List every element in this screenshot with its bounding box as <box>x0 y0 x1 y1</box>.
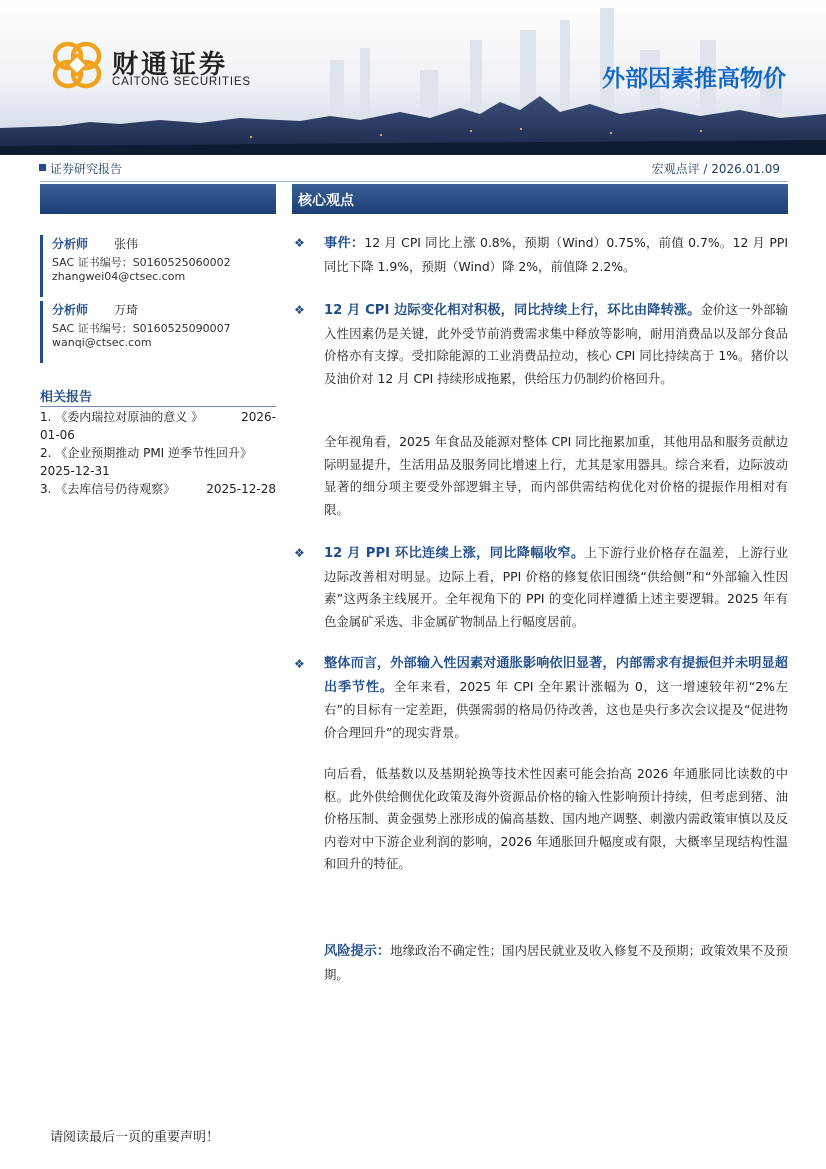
square-bullet-icon <box>39 164 46 171</box>
cpi-lead: 12 月 CPI 边际变化相对积极，同比持续上行，环比由降转涨。 <box>324 303 701 318</box>
cpi-annual-paragraph <box>324 431 788 521</box>
event-text: 12 月 CPI 同比上涨 0.8%，预期（Wind）0.75%，前值 0.7%。12 月 PPI 同比下降 1.9%，预期（Wind）降 2%，前值降 2.2%。 <box>324 235 788 274</box>
related-report-date: 2025-12-28 <box>206 482 276 496</box>
related-report-item[interactable] <box>40 480 276 498</box>
overall-paragraph <box>324 652 788 744</box>
related-report-title: 2. 《企业预期推动 PMI 逆季节性回升》 <box>40 446 253 460</box>
risk-paragraph <box>324 940 788 986</box>
analyst-sac-number: SAC 证书编号：S0160525090007 <box>52 322 231 335</box>
related-report-date: 2026- <box>241 410 276 424</box>
analyst-card <box>40 301 276 363</box>
risk-lead: 风险提示： <box>324 944 391 959</box>
cpi-annual-text: 全年视角看，2025 年食品及能源对整体 CPI 同比拖累加重，其他用品和服务贡献边际明显提升，生活用品及服务同比增速上行，尤其是家用器具。综合来看，边际波动显著的细分项主要受外部逻辑主导，而内部供需结构优化对价格的提振作用相对有限。 <box>324 434 788 517</box>
logo-chinese-text: 财通证券 <box>112 50 229 80</box>
risk-text: 地缘政治不确定性；国内居民就业及收入修复不及预期；政策效果不及预期。 <box>324 943 789 982</box>
analyst-email[interactable]: wanqi@ctsec.com <box>52 336 152 349</box>
analyst-role: 分析师 <box>52 303 89 317</box>
sidebar-header-bar <box>40 184 276 214</box>
diamond-bullet-icon: ❖ <box>294 236 305 250</box>
analyst-name: 张伟 <box>114 237 139 251</box>
cpi-text: 金价这一外部输入性因素仍是关键，此外受节前消费需求集中释放等影响，耐用消费品以及部分食品价格亦有支撑。受扣除能源的工业消费品拉动，核心 CPI 同比持续高于 1%。猪价以及油价对 12 月 CPI 持续形成拖累，供给压力仍制约价格回升。 <box>324 302 789 386</box>
analyst-card <box>40 235 276 297</box>
overall-text: 全年来看，2025 年 CPI 全年累计涨幅为 0，这一增速较年初“2%左右”的目标有一定差距，供强需弱的格局仍待改善，这也是央行多次会议提及“促进物价合理回升”的现实背景。 <box>324 678 789 740</box>
report-category: 证券研究报告 <box>50 162 123 176</box>
analyst-accent-bar <box>40 235 43 297</box>
outlook-text: 向后看，低基数以及基期轮换等技术性因素可能会抬高 2026 年通胀同比读数的中枢。此外供给侧优化政策及海外资源品价格的输入性影响预计持续，但考虑到猪、油价格压制、黄金强势上涨形成的偏高基数、国内地产调整、刺激内需政策审慎以及反内卷对中下游企业利润的影响，2026 年通胀回升幅度或有限，大概率呈现结构性温和回升的特征。 <box>324 766 788 871</box>
logo-english-text: CAITONG SECURITIES <box>112 76 251 88</box>
diamond-bullet-icon: ❖ <box>294 546 305 560</box>
analyst-name: 万琦 <box>114 303 139 317</box>
event-paragraph <box>324 232 788 278</box>
analyst-email[interactable]: zhangwei04@ctsec.com <box>52 270 186 283</box>
related-report-item[interactable] <box>40 444 276 462</box>
ppi-lead: 12 月 PPI 环比连续上涨，同比降幅收窄。 <box>324 546 585 561</box>
core-views-header <box>292 184 788 214</box>
related-report-date: 2025-12-31 <box>40 464 110 478</box>
company-logo <box>50 38 250 92</box>
analyst-accent-bar <box>40 301 43 363</box>
ppi-paragraph <box>324 542 788 633</box>
diamond-bullet-icon: ❖ <box>294 303 305 317</box>
related-report-item[interactable] <box>40 408 276 426</box>
analyst-role: 分析师 <box>52 237 89 251</box>
analyst-sac-number: SAC 证书编号：S0160525060002 <box>52 256 231 269</box>
cpi-paragraph <box>324 299 788 390</box>
report-title: 外部因素推高物价 <box>602 66 786 92</box>
related-reports-title: 相关报告 <box>40 386 276 407</box>
disclaimer-note: 请阅读最后一页的重要声明！ <box>50 1130 220 1145</box>
diamond-bullet-icon: ❖ <box>294 657 305 671</box>
related-report-title: 3. 《去库信号仍待观察》 <box>40 482 176 496</box>
core-views-title: 核心观点 <box>298 193 354 209</box>
page-header <box>0 0 826 155</box>
related-reports-list <box>40 408 276 498</box>
ppi-text: 上下游行业价格存在温差，上游行业边际改善相对明显。边际上看，PPI 价格的修复依旧围绕“供给侧”和“外部输入性因素”这两条主线展开。全年视角下的 PPI 的变化同样遵循上述主要逻辑。2025 年有色金属矿采选、非金属矿物制品上行幅度居前。 <box>324 545 788 629</box>
outlook-paragraph <box>324 763 788 876</box>
related-report-title: 1. 《委内瑞拉对原油的意义 》 <box>40 410 204 424</box>
overall-lead: 整体而言，外部输入性因素对通胀影响依旧显著，内部需求有提振但并未明显超出季节性。 <box>324 656 788 695</box>
event-lead: 事件： <box>324 236 365 251</box>
caitong-logo-icon <box>50 38 104 92</box>
report-meta-line <box>40 159 788 182</box>
report-type-date: 宏观点评 / 2026.01.09 <box>651 162 780 176</box>
related-report-date: 01-06 <box>40 428 75 442</box>
